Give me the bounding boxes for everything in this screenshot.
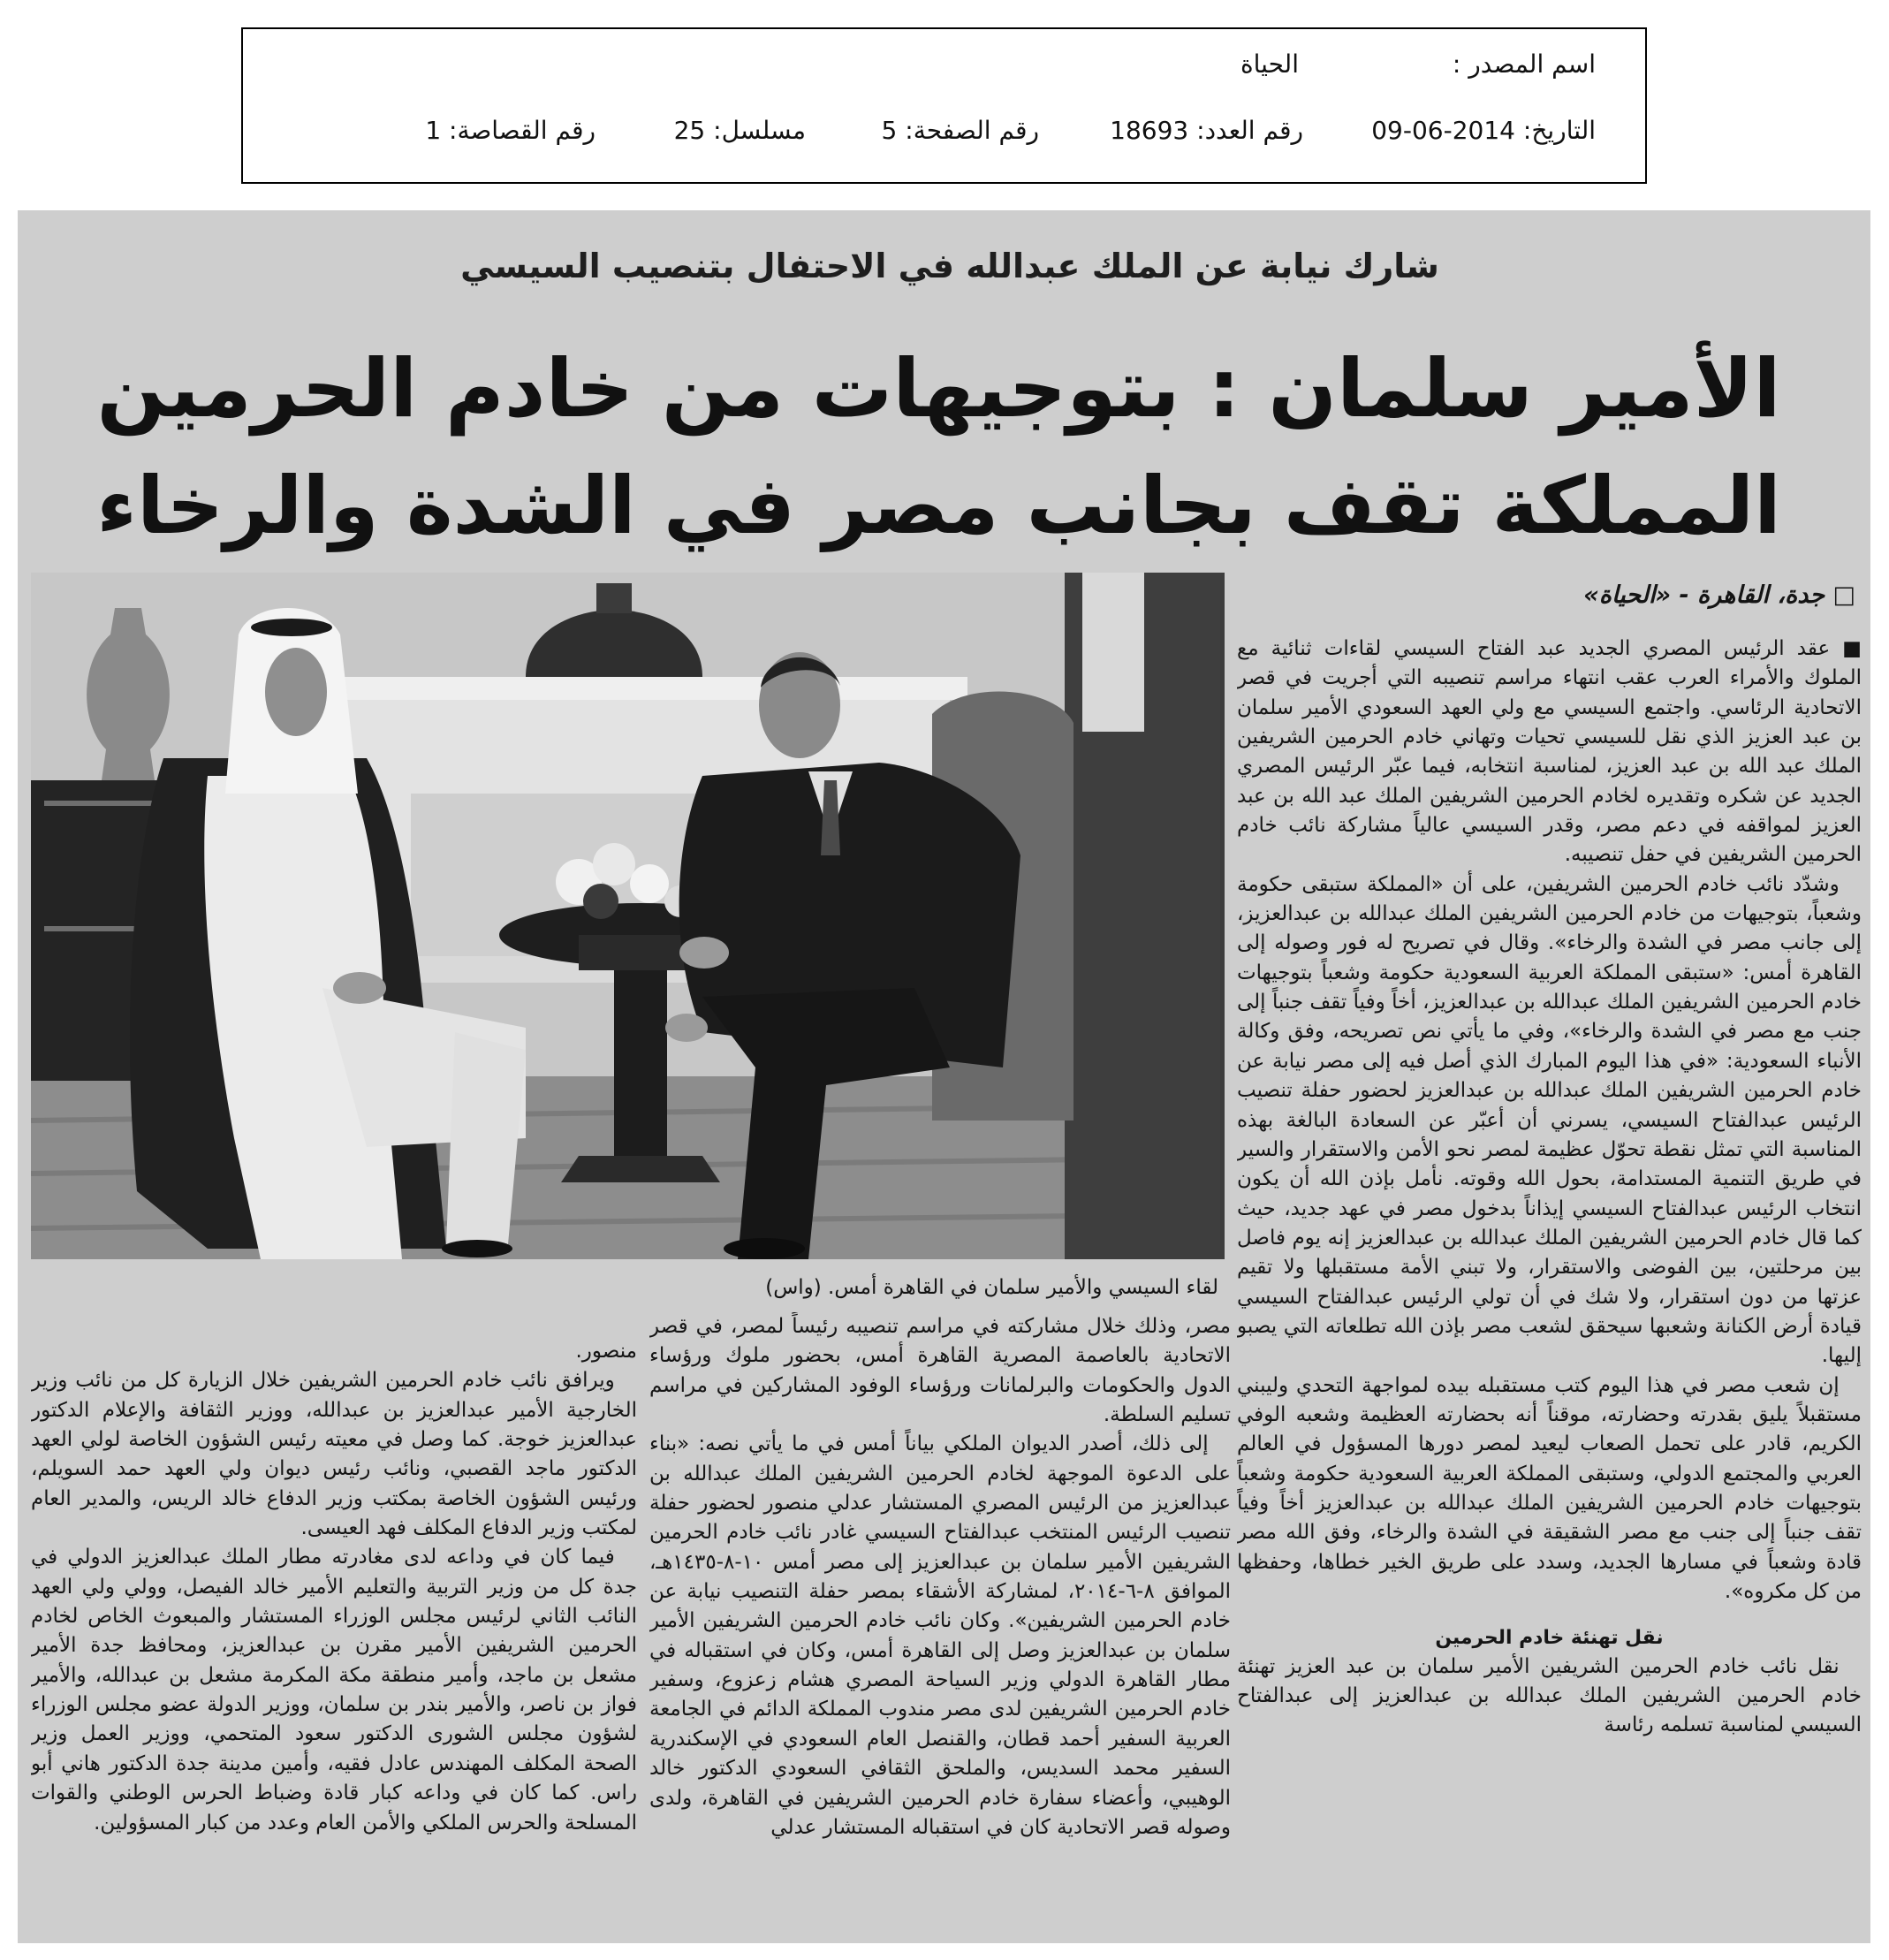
headline-line-1: الأمير سلمان : بتوجيهات من خادم الحرمين [96, 343, 1781, 436]
date-field: التاريخ: 2014-06-09 [1371, 116, 1596, 145]
byline: □ جدة، القاهرة - «الحياة» [1583, 581, 1855, 609]
paragraph: إن شعب مصر في هذا اليوم كتب مستقبله بيده لمواجهة التحدي وليبني مستقبلاً يليق بقدرته وحضارته، موقناً أنه بحضارته العظيمة وشعبه الوفي الكريم، قادر على تحمل الصعاب ليعيد لمصر دورها المسؤول في العالم العربي والمجتمع الدولي، وستبقى المملكة العربية السعودية حكومة وشعباً بتوجيهات خادم الحرمين الشريفين الملك عبدالله بن عبدالعزيز أخاً وفياً تقف جنباً إلى جنب مع مصر الشقيقة في الشدة والرخاء، وفق الله مصر قادة وشعباً في مسارها الجديد، وسدد على طريق الخير خطاها، وحفظها من كل مكروه». [1237, 1373, 1862, 1603]
paragraph: وشدّد نائب خادم الحرمين الشريفين، على أن «المملكة ستبقى حكومة وشعباً، بتوجيهات من خادم الحرمين الشريفين الملك عبدالله بن عبدالعزيز، إلى جانب مصر في الشدة والرخاء». وقال في تصريح له فور وصوله إلى القاهرة أمس: «ستبقى المملكة العربية السعودية حكومة وشعباً بتوجيهات خادم الحرمين الشريفين الملك عبدالله بن عبدالعزيز، أخاً وفياً تقف جنباً إلى جنب مع مصر في الشدة والرخاء»، وفي ما يأتي نص تصريحه، وفق وكالة الأنباء السعودية: «في هذا اليوم المبارك الذي أصل فيه إلى مصر نيابة عن خادم الحرمين الشريفين الملك عبدالله بن عبدالعزيز لحضور حفلة تنصيب الرئيس عبدالفتاح السيسي، يسرني أن أعبّر عن السعادة البالغة بهذه المناسبة التي تمثل نقطة تحوّل عظيمة لمصر نحو الأمن والاستقرار والسير في طريق التنمية المستدامة، بحول الله وقوته. نأمل بإذن الله أن يكون انتخاب الرئيس عبدالفتاح السيسي إيذاناً بدخول مصر في عهد جديد، حيث كما قال خادم الحرمين الشريفين الملك عبدالله بن عبدالعزيز إنه يوم فاصل بين مرحلتين، بين الفوضى والاستقرار، ولا تبني الأمة مستقبلها ولا تقيم عزتها من دون استقرار، ولا شك في أن تولي الرئيس عبدالفتاح السيسي قيادة أرض الكنانة وشعبها سيحقق لشعب مصر بإذن الله تطلعاته التي يصبو إليها. [1237, 872, 1862, 1368]
headline-line-2: المملكة تقف بجانب مصر في الشدة والرخاء [96, 460, 1781, 552]
source-name: الحياة [1240, 49, 1299, 79]
clip-number: رقم القصاصة: 1 [425, 116, 596, 145]
subheading: نقل تهنئة خادم الحرمين [1435, 1627, 1664, 1649]
article-column-right [1237, 634, 1862, 1941]
serial-number: مسلسل: 25 [673, 116, 806, 145]
paragraph: مصر، وذلك خلال مشاركته في مراسم تنصيبه رئيساً لمصر، في قصر الاتحادية بالعاصمة المصرية القاهرة أمس، بحضور ملوك ورؤساء الدول والحكومات والبرلمانات ورؤساء الوفود المشاركين في مراسم تسليم السلطة. [649, 1315, 1231, 1427]
paragraph: إلى ذلك، أصدر الديوان الملكي بياناً أمس في ما يأتي نصه: «بناء على الدعوة الموجهة لخادم الحرمين الشريفين الملك عبدالله بن عبدالعزيز من الرئيس المصري المستشار عدلي منصور لحضور حفلة تنصيب الرئيس المنتخب عبدالفتاح السيسي غادر نائب خادم الحرمين الشريفين الأمير سلمان بن عبدالعزيز إلى مصر أمس ١٠-٨-١٤٣٥هـ، الموافق ٨-٦-٢٠١٤، لمشاركة الأشقاء بمصر حفلة التنصيب نيابة عن خادم الحرمين الشريفين». وكان نائب خادم الحرمين الشريفين الأمير سلمان بن عبدالعزيز وصل إلى القاهرة أمس، وكان في استقباله في مطار القاهرة الدولي وزير السياحة المصري هشام زعزوع، وسفير خادم الحرمين الشريفين لدى مصر مندوب المملكة الدائم في الجامعة العربية السفير أحمد قطان، والقنصل العام السعودي في الإسكندرية السفير محمد السديس، والملحق الثقافي السعودي الدكتور خالد الوهيبي، وأعضاء سفارة خادم الحرمين الشريفين في القاهرة، ولدى وصوله قصر الاتحادية كان في استقباله المستشار عدلي [649, 1432, 1231, 1839]
paragraph: نقل نائب خادم الحرمين الشريفين الأمير سلمان بن عبد العزيز تهنئة خادم الحرمين الشريفين الملك عبدالله بن عبدالعزيز إلى عبدالفتاح السيسي لمناسبة تسلمه رئاسة [1237, 1654, 1862, 1737]
issue-number: رقم العدد: 18693 [1110, 116, 1303, 145]
news-photo-illustration [31, 573, 1225, 1259]
photo-caption: لقاء السيسي والأمير سلمان في القاهرة أمس. (واس) [765, 1276, 1218, 1299]
paragraph: ■ عقد الرئيس المصري الجديد عبد الفتاح السيسي لقاءات ثنائية مع الملوك والأمراء العرب عقب انتهاء مراسم تنصيبه التي أجريت في قصر الاتحادية الرئاسي. واجتمع السيسي مع ولي العهد السعودي الأمير سلمان بن عبد العزيز الذي نقل للسيسي تحيات وتهاني خادم الحرمين الشريفين الملك عبد الله بن عبد العزيز، لمناسبة انتخابه، فيما عبّر الرئيس المصري الجديد عن شكره وتقديره لخادم الحرمين الشريفين الملك عبد الله بن عبد العزيز لمواقفه في دعم مصر، وقدر السيسي عالياً مشاركة نائب خادم الحرمين الشريفين في حفل تنصيبه. [1237, 637, 1862, 867]
article-column-left [31, 1337, 637, 1941]
article-column-middle [649, 1312, 1231, 1941]
source-label: اسم المصدر : [1452, 49, 1596, 79]
paragraph: منصور. [575, 1340, 637, 1363]
paragraph: ويرافق نائب خادم الحرمين الشريفين خلال الزيارة كل من نائب وزير الخارجية الأمير عبدالعزيز بن عبدالله، ووزير الثقافة والإعلام الدكتور عبدالعزيز خوجة. كما وصل في معيته رئيس الشؤون الخاصة لولي العهد الدكتور ماجد القصبي، ونائب رئيس ديوان ولي العهد حمد السويلم، ورئيس الشؤون الخاصة بمكتب وزير الدفاع خالد الريس، والمدير العام لمكتب وزير الدفاع المكلف فهد العيسى. [31, 1369, 637, 1540]
photo-flag-area [1065, 573, 1225, 1259]
article-kicker: شارك نيابة عن الملك عبدالله في الاحتفال بتنصيب السيسي [460, 247, 1439, 285]
page-number: رقم الصفحة: 5 [881, 116, 1039, 145]
archive-header-box [241, 27, 1647, 184]
paragraph: فيما كان في وداعه لدى مغادرته مطار الملك عبدالعزيز الدولي في جدة كل من وزير التربية والتعليم الأمير خالد الفيصل، وولي ولي العهد النائب الثاني لرئيس مجلس الوزراء المستشار والمبعوث الخاص لخادم الحرمين الشريفين الأمير مقرن بن عبدالعزيز، ومحافظ جدة الأمير مشعل بن ماجد، وأمير منطقة مكة المكرمة مشعل بن عبدالله، والأمير فواز بن ناصر، والأمير بندر بن سلمان، ووزير الدولة عضو مجلس الوزراء لشؤون مجلس الشورى الدكتور سعود المتحمي، ووزير العمل وزير الصحة المكلف المهندس عادل فقيه، وأمين مدينة جدة الدكتور هاني أبو راس. كما كان في وداعه كبار قادة وضباط الحرس الوطني والقوات المسلحة والحرس الملكي والأمن العام وعدد من كبار المسؤولين. [31, 1546, 637, 1835]
news-photo [31, 573, 1225, 1259]
